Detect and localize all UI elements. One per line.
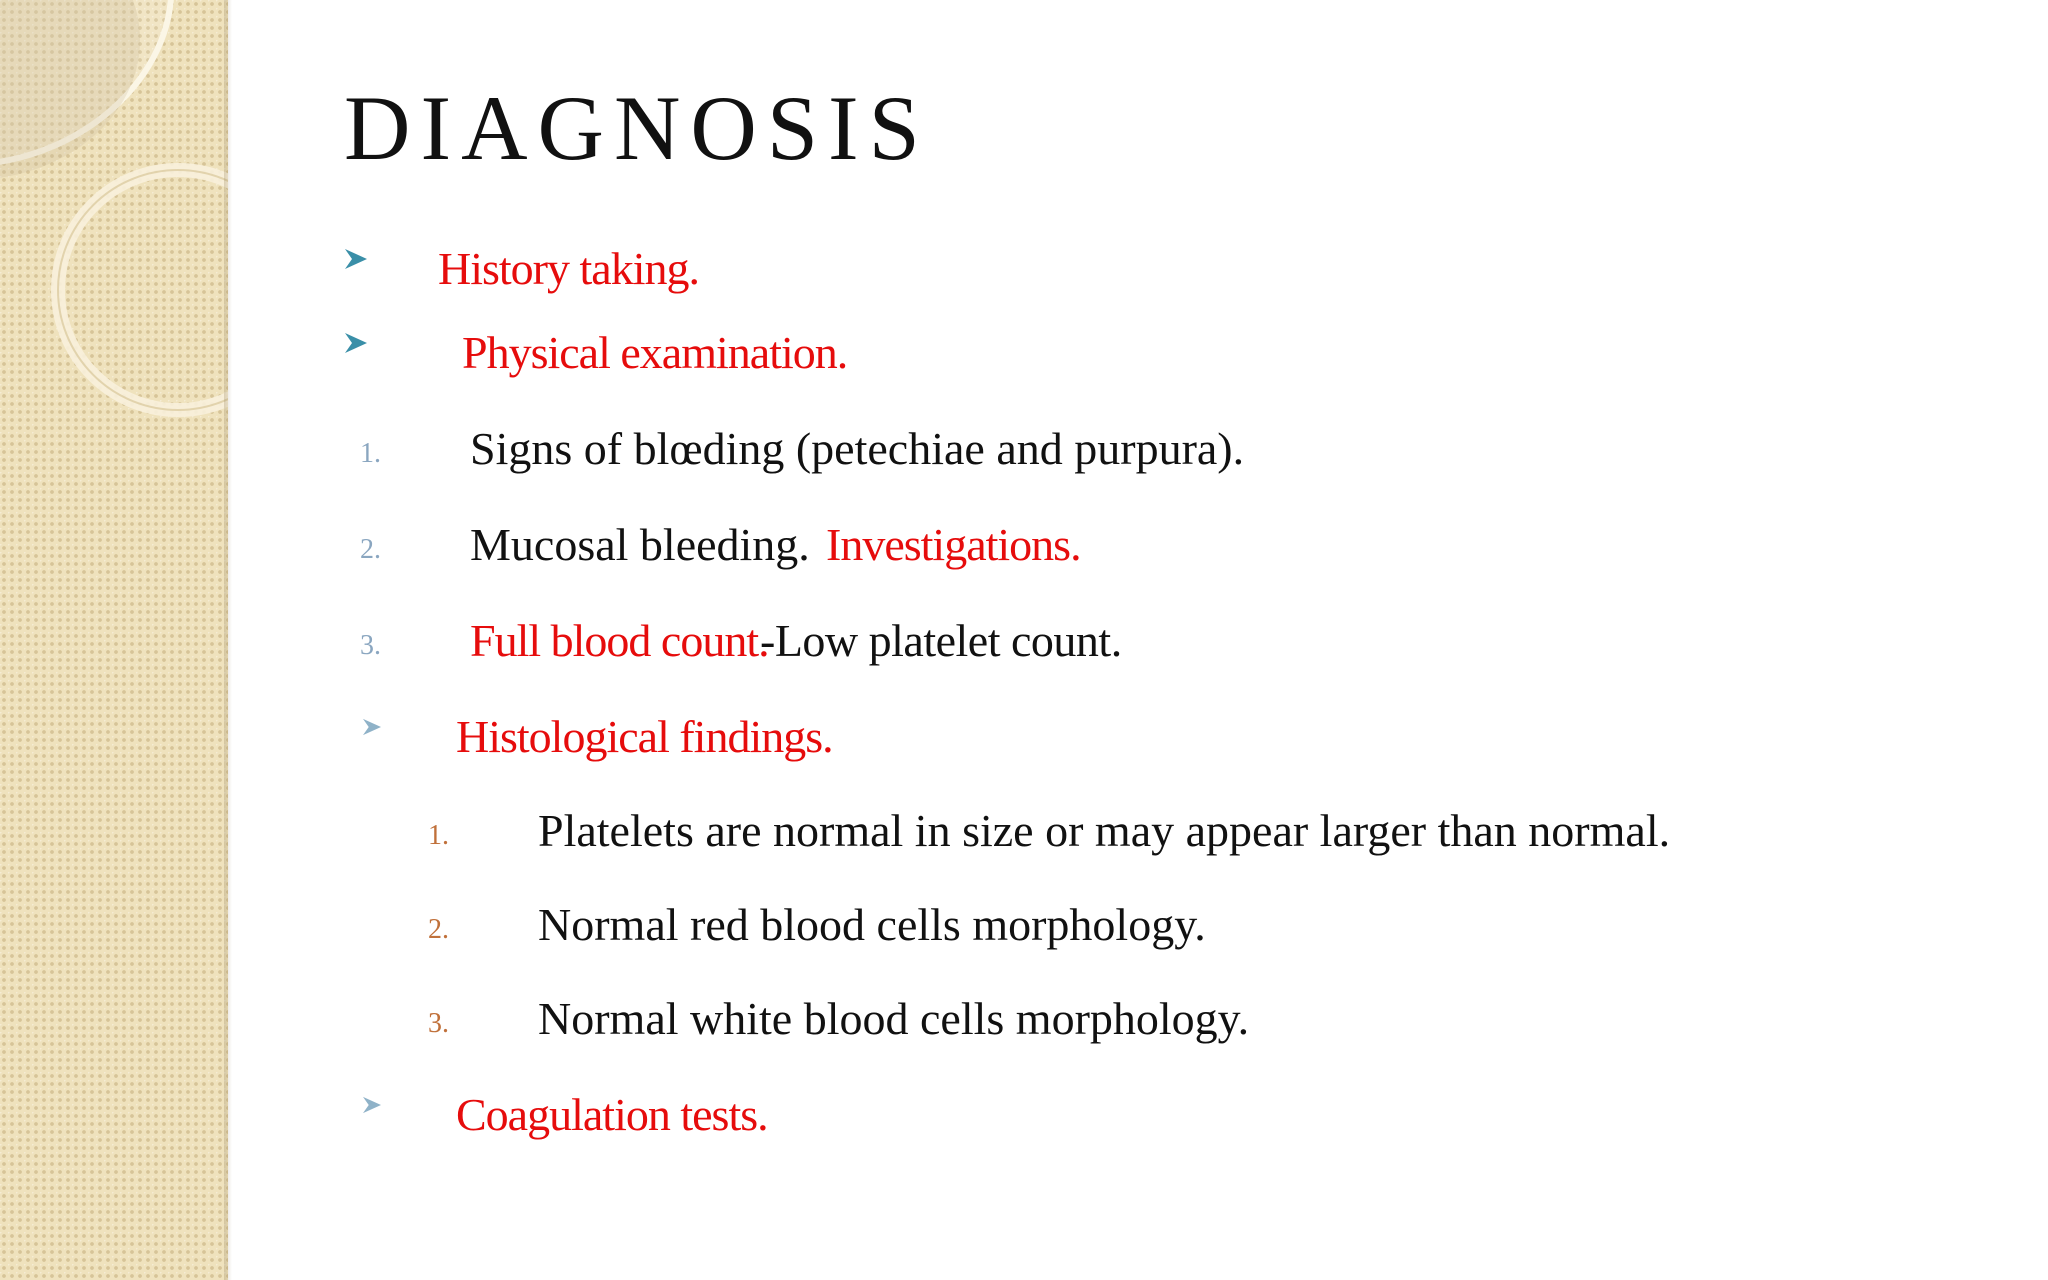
item-text: History taking.	[438, 243, 699, 294]
item-text: -Low platelet count.	[760, 615, 1122, 666]
slide-title: DIAGNOSIS	[344, 77, 930, 179]
item-number: 2.	[428, 914, 449, 945]
decorative-side-panel	[0, 0, 228, 1280]
item-text: Histological findings.	[456, 711, 833, 762]
decorative-swirl	[0, 0, 228, 460]
item-number: 2.	[360, 534, 381, 565]
item-text: Physical examination.	[462, 327, 848, 378]
arrowhead-bullet-icon	[362, 718, 382, 736]
item-number: 1.	[428, 820, 449, 851]
item-text: Coagulation tests.	[456, 1089, 768, 1140]
arrowhead-bullet-icon	[362, 1096, 382, 1114]
item-text: Mucosal bleeding.	[470, 519, 810, 570]
item-text: Platelets are normal in size or may appear larger than normal.	[538, 805, 1671, 856]
item-number: 3.	[360, 630, 381, 661]
item-text: Signs of blœding (petechiae and purpura).	[470, 423, 1245, 474]
item-number: 1.	[360, 438, 381, 469]
arrowhead-bullet-icon	[344, 248, 368, 270]
arrowhead-bullet-icon	[344, 332, 368, 354]
item-highlight: Full blood count.	[470, 615, 769, 666]
item-number: 3.	[428, 1008, 449, 1039]
item-text: Normal red blood cells morphology.	[538, 899, 1206, 950]
item-text: Normal white blood cells morphology.	[538, 993, 1250, 1044]
item-highlight: Investigations.	[826, 519, 1081, 570]
side-panel-edge	[224, 0, 232, 1280]
